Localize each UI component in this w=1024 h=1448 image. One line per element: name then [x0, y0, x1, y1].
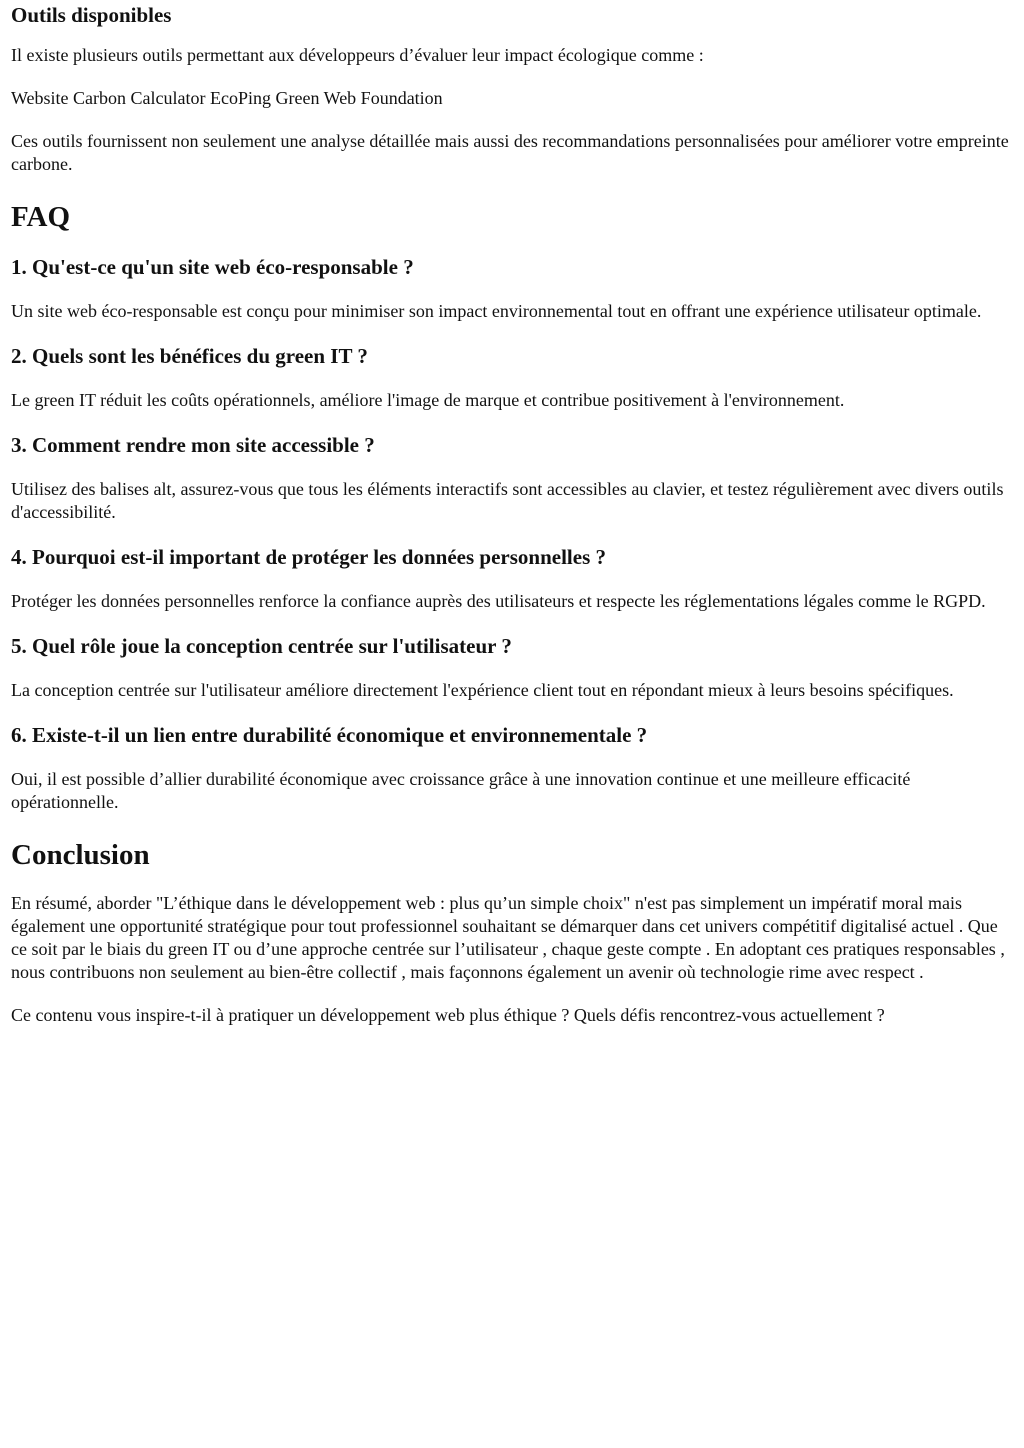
faq-question-6: 6. Existe-t-il un lien entre durabilité économique et environnementale ?: [11, 723, 648, 747]
faq-answer-1: Un site web éco-responsable est conçu pour minimiser son impact environnemental tout en offrant une expérience utilisateur optimale.: [11, 301, 982, 321]
tools-section: [11, 2, 1014, 176]
faq-question-2: 2. Quels sont les bénéfices du green IT ?: [11, 344, 368, 368]
article-content: [0, 2, 1024, 1027]
faq-answer-4: Protéger les données personnelles renforce la confiance auprès des utilisateurs et respecte les réglementations légales comme le RGPD.: [11, 591, 986, 611]
tool-green-web-foundation: Green Web Foundation: [275, 88, 443, 108]
tools-intro: Il existe plusieurs outils permettant aux développeurs d’évaluer leur impact écologique comme :: [11, 45, 704, 65]
faq-answer-3: Utilisez des balises alt, assurez-vous que tous les éléments interactifs sont accessibles au clavier, et testez régulièrement avec divers outils d'accessibilité.: [11, 479, 1004, 522]
faq-heading: FAQ: [11, 201, 71, 233]
faq-answer-2: Le green IT réduit les coûts opérationnels, améliore l'image de marque et contribue positivement à l'environnement.: [11, 390, 845, 410]
tools-outro: Ces outils fournissent non seulement une analyse détaillée mais aussi des recommandations personnalisées pour améliorer votre empreinte carbone.: [11, 131, 1009, 174]
tool-website-carbon-calculator: Website Carbon Calculator: [11, 88, 206, 108]
faq-section: [11, 200, 1014, 814]
conclusion-paragraph-1: En résumé, aborder "L’éthique dans le développement web : plus qu’un simple choix" n'est pas simplement un impératif moral mais également une opportunité stratégique pour tout professionnel souhaitant se démarquer dans cet univers compétitif digitalisé actuel . Que ce soit par le biais du green IT ou d’une approche centrée sur l’utilisateur , chaque geste compte . En adoptant ces pratiques responsables , nous contribuons non seulement au bien-être collectif , mais façonnons également un avenir où technologie rime avec respect .: [11, 893, 1005, 982]
faq-answer-5: La conception centrée sur l'utilisateur améliore directement l'expérience client tout en répondant mieux à leurs besoins spécifiques.: [11, 680, 954, 700]
faq-answer-6: Oui, il est possible d’allier durabilité économique avec croissance grâce à une innovation continue et une meilleure efficacité opérationnelle.: [11, 769, 911, 812]
conclusion-section: [11, 838, 1014, 1027]
faq-question-1: 1. Qu'est-ce qu'un site web éco-responsable ?: [11, 255, 414, 279]
tools-heading: Outils disponibles: [11, 3, 172, 27]
tools-list: [11, 87, 1014, 110]
tool-ecoping: EcoPing: [210, 88, 271, 108]
faq-question-3: 3. Comment rendre mon site accessible ?: [11, 433, 375, 457]
conclusion-paragraph-2: Ce contenu vous inspire-t-il à pratiquer un développement web plus éthique ? Quels défis rencontrez-vous actuellement ?: [11, 1005, 885, 1025]
faq-question-5: 5. Quel rôle joue la conception centrée sur l'utilisateur ?: [11, 634, 512, 658]
faq-question-4: 4. Pourquoi est-il important de protéger les données personnelles ?: [11, 545, 606, 569]
conclusion-heading: Conclusion: [11, 839, 150, 871]
